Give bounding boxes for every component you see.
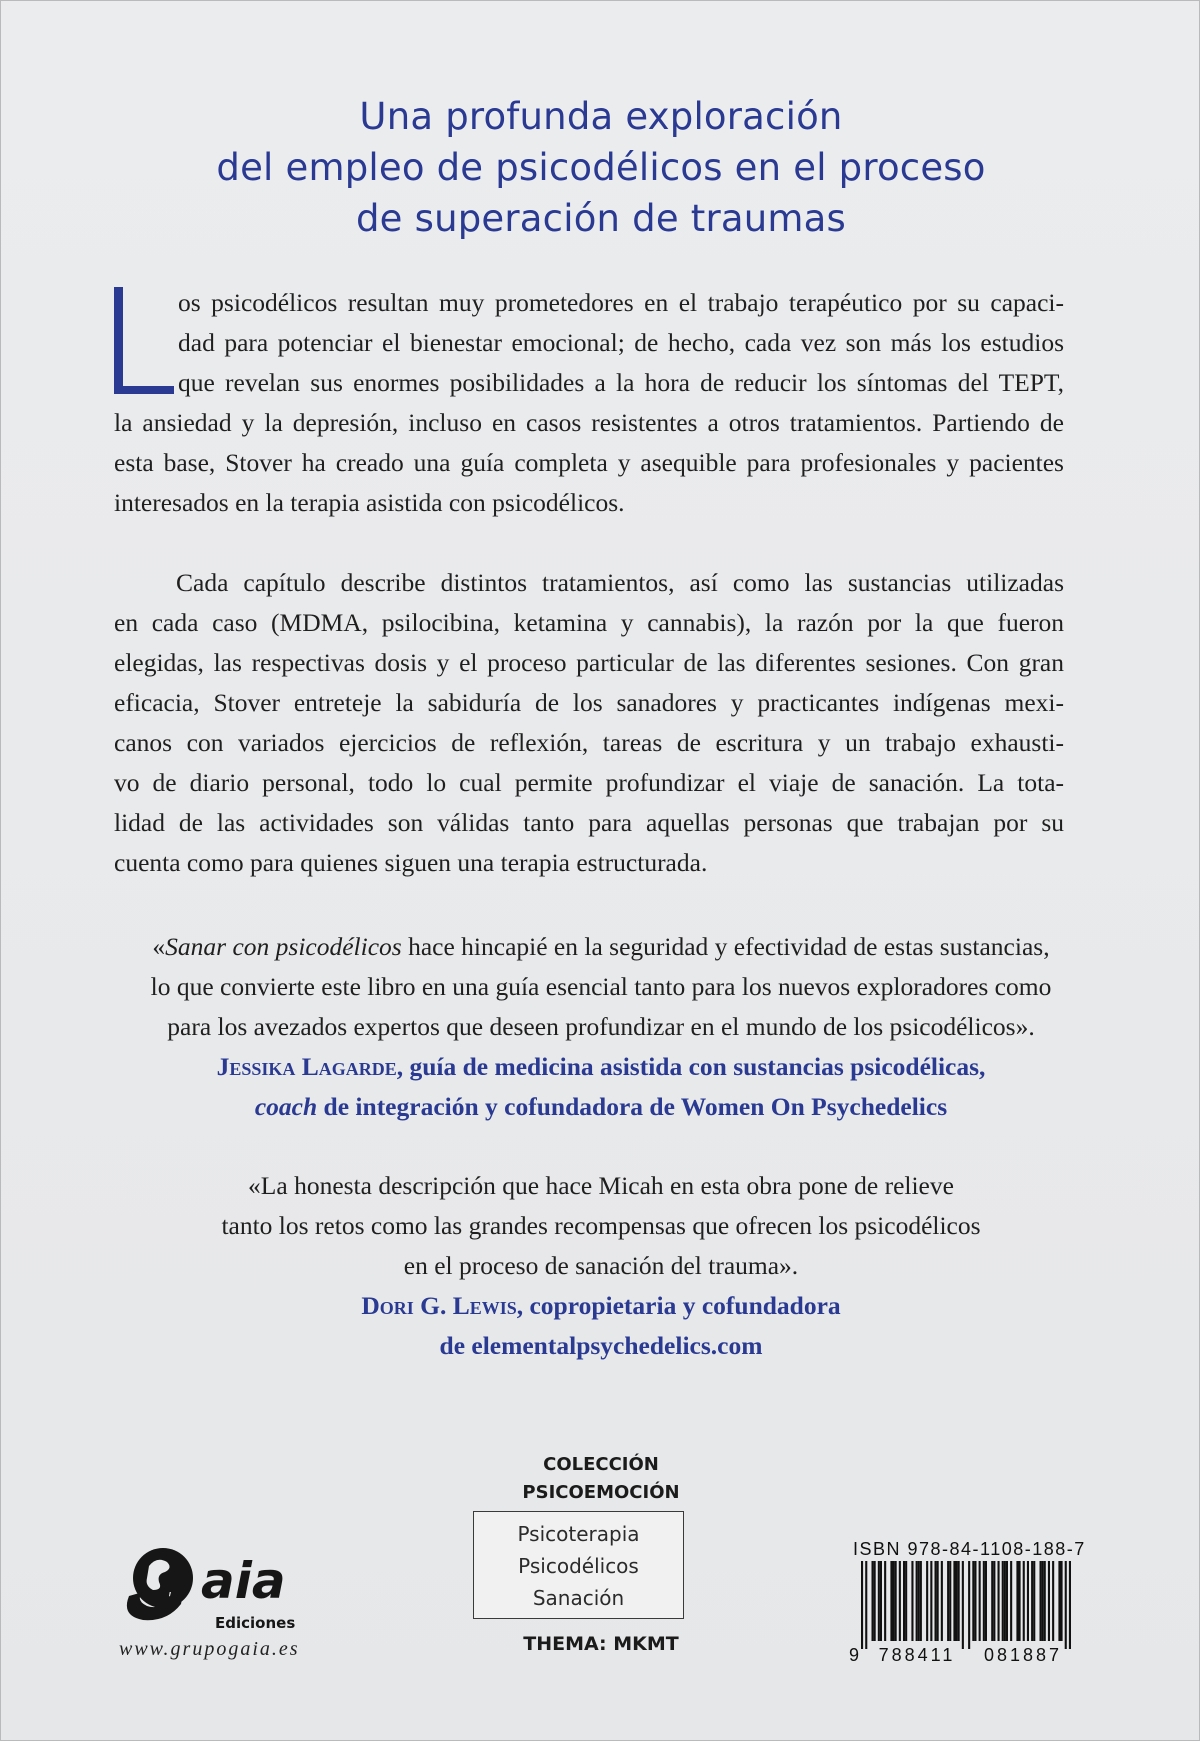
quote-line: lo que convierte este libro en una guía esencial tanto para los nuevos exploradores como [150, 972, 1052, 1001]
thema-code: THEMA: MKMT [523, 1633, 679, 1655]
barcode-bar [1002, 1561, 1004, 1641]
quote-attribution [1, 1087, 1200, 1127]
barcode-bar [903, 1561, 905, 1641]
category-item: Psicodélicos [518, 1554, 639, 1578]
barcode-bar [956, 1561, 958, 1641]
barcode-bar [1042, 1561, 1044, 1641]
barcode-bar [916, 1561, 918, 1641]
quote-open-mark: « [152, 932, 166, 961]
svg-text:aia: aia [201, 1552, 286, 1610]
barcode-bar [1006, 1561, 1008, 1641]
quote-line: para los avezados expertos que deseen profundizar en el mundo de los psicodélicos». [167, 1012, 1035, 1041]
paragraph-line: esta base, Stover ha creado una guía completa y asequible para profesionales y pacientes [114, 448, 1064, 477]
headline-line: Una profunda exploración [359, 95, 843, 138]
barcode-bar [1061, 1561, 1063, 1641]
barcode-bar [1052, 1561, 1054, 1641]
paragraph-line: la ansiedad y la depresión, incluso en casos resistentes a otros tratamientos. Partiendo de [114, 408, 1064, 437]
barcode-bar [935, 1561, 937, 1641]
author-role-emphasis: coach [254, 1092, 318, 1121]
category-box [473, 1511, 684, 1619]
endorsement-quote-1 [1, 927, 1200, 1127]
barcode-bar [983, 1561, 985, 1641]
paragraph-line: Cada capítulo describe distintos tratamientos, así como las sustancias utilizadas [176, 568, 1064, 597]
author-role: de integración y cofundadora de Women On Psychedelics [317, 1092, 948, 1121]
barcode-bar [861, 1561, 863, 1649]
barcode-bar [962, 1561, 964, 1649]
barcode-bar [893, 1561, 895, 1641]
barcode-bar [930, 1561, 932, 1641]
paragraph-line: canos con variados ejercicios de reflexión, tareas de escritura y un trabajo exhausti- [114, 728, 1064, 757]
headline-line: de superación de traumas [356, 197, 846, 240]
book-title: Sanar con psicodélicos [165, 932, 402, 961]
category-item: Sanación [532, 1586, 625, 1610]
barcode-bar [895, 1561, 897, 1641]
author-role: , copropietaria y cofundadora [516, 1291, 841, 1320]
barcode-bar [918, 1561, 920, 1641]
barcode-bar [1019, 1561, 1021, 1641]
author-role: , guía de medicina asistida con sustancias psicodélicas, [396, 1052, 986, 1081]
barcode-bar [865, 1561, 867, 1649]
isbn-label: ISBN 978-84-1108-188-7 [853, 1539, 1086, 1559]
barcode-bar [953, 1561, 955, 1641]
barcode-bar [998, 1561, 1000, 1641]
quote-author: Dori G. Lewis [361, 1291, 517, 1320]
barcode-bar [1027, 1561, 1029, 1641]
paragraph-line: eficacia, Stover entreteje la sabiduría de los sanadores y practicantes indígenas mexi- [114, 688, 1064, 717]
collection-label [451, 1451, 751, 1507]
barcode-bar [905, 1561, 907, 1641]
collection-label-line: COLECCIÓN [543, 1454, 659, 1475]
barcode-bar [878, 1561, 880, 1641]
barcode-bar [1058, 1561, 1060, 1641]
barcode-digits-right: 081887 [983, 1645, 1063, 1665]
barcode-bar [1016, 1561, 1018, 1641]
barcode-bar [1033, 1561, 1035, 1641]
paragraph-line: lidad de las actividades son válidas tanto para aquellas personas que trabajan por su [114, 808, 1064, 837]
barcode-bar [1010, 1561, 1012, 1641]
publisher-website: www.grupogaia.es [119, 1638, 300, 1660]
barcode-bar [1023, 1561, 1025, 1641]
endorsement-quote-2 [1, 1166, 1200, 1366]
barcode-bar [880, 1561, 882, 1641]
barcode-bar [884, 1561, 886, 1641]
paragraph-line: os psicodélicos resultan muy prometedores en el trabajo terapéutico por su capaci- [178, 288, 1064, 317]
paragraph-line: cuenta como para quienes siguen una terapia estructurada. [114, 848, 708, 877]
barcode-bar [972, 1561, 974, 1641]
paragraph-line: vo de diario personal, todo lo cual permite profundizar el viaje de sanación. La tota- [114, 768, 1064, 797]
barcode-bar [968, 1561, 970, 1649]
barcode-bar [985, 1561, 987, 1641]
paragraph-line: dad para potenciar el bienestar emocional; de hecho, cada vez son más los estudios [178, 328, 1064, 357]
barcode-bar [1031, 1561, 1033, 1641]
description-paragraph-1 [114, 283, 1064, 523]
barcode-bar [949, 1561, 951, 1641]
barcode-bar [1065, 1561, 1067, 1649]
barcode-bar [979, 1561, 981, 1641]
quote-line: en el proceso de sanación del trauma». [403, 1251, 799, 1280]
paragraph-line: interesados en la terapia asistida con psicodélicos. [114, 488, 625, 517]
barcode-bar [991, 1561, 993, 1641]
barcode-bar [1048, 1561, 1050, 1641]
barcode-bar [993, 1561, 995, 1641]
paragraph-line: elegidas, las respectivas dosis y el proceso particular de las diferentes sesiones. Con gran [114, 648, 1064, 677]
barcode-bar [911, 1561, 913, 1641]
paragraph-line: en cada caso (MDMA, psilocibina, ketamina y cannabis), la razón por la que fueron [114, 608, 1064, 637]
barcode-bar [1004, 1561, 1006, 1641]
barcode-bar [890, 1561, 892, 1641]
barcode-bar [947, 1561, 949, 1641]
barcode-digit-first: 9 [849, 1645, 861, 1665]
quote-line: tanto los retos como las grandes recompensas que ofrecen los psicodélicos [221, 1211, 981, 1240]
barcode-bar [874, 1561, 876, 1641]
barcode-digits-left: 788411 [878, 1645, 956, 1665]
barcode-bar [974, 1561, 976, 1641]
headline-line: del empleo de psicodélicos en el proceso [216, 146, 986, 189]
barcode-bar [899, 1561, 901, 1641]
barcode-bar [1040, 1561, 1042, 1641]
barcode-bar [941, 1561, 943, 1641]
barcode-bar [926, 1561, 928, 1641]
barcode-bar [920, 1561, 922, 1641]
barcode-bar [1069, 1561, 1071, 1649]
paragraph-line: que revelan sus enormes posibilidades a la hora de reducir los síntomas del TEPT, [178, 368, 1064, 397]
quote-attribution [1, 1286, 1200, 1326]
quote-attribution: de elementalpsychedelics.com [439, 1331, 763, 1360]
barcode-bar [872, 1561, 874, 1641]
quote-text: hace hincapié en la seguridad y efectividad de estas sustancias, [401, 932, 1050, 961]
barcode-bar [937, 1561, 939, 1641]
quote-attribution [1, 1047, 1200, 1087]
quote-line [1, 927, 1200, 967]
category-item: Psicoterapia [517, 1522, 640, 1546]
quote-author: Jessika Lagarde [216, 1052, 397, 1081]
barcode-bar [1044, 1561, 1046, 1641]
headline [1, 91, 1200, 244]
collection-label-line: PSICOEMOCIÓN [522, 1482, 680, 1503]
logo-subtitle: Ediciones [215, 1614, 296, 1632]
barcode-bar [958, 1561, 960, 1641]
barcode-digits [849, 1645, 1073, 1666]
description-paragraph-2 [114, 563, 1064, 883]
quote-line: «La honesta descripción que hace Micah en esta obra pone de relieve [248, 1171, 954, 1200]
gaia-logo [119, 1536, 324, 1636]
